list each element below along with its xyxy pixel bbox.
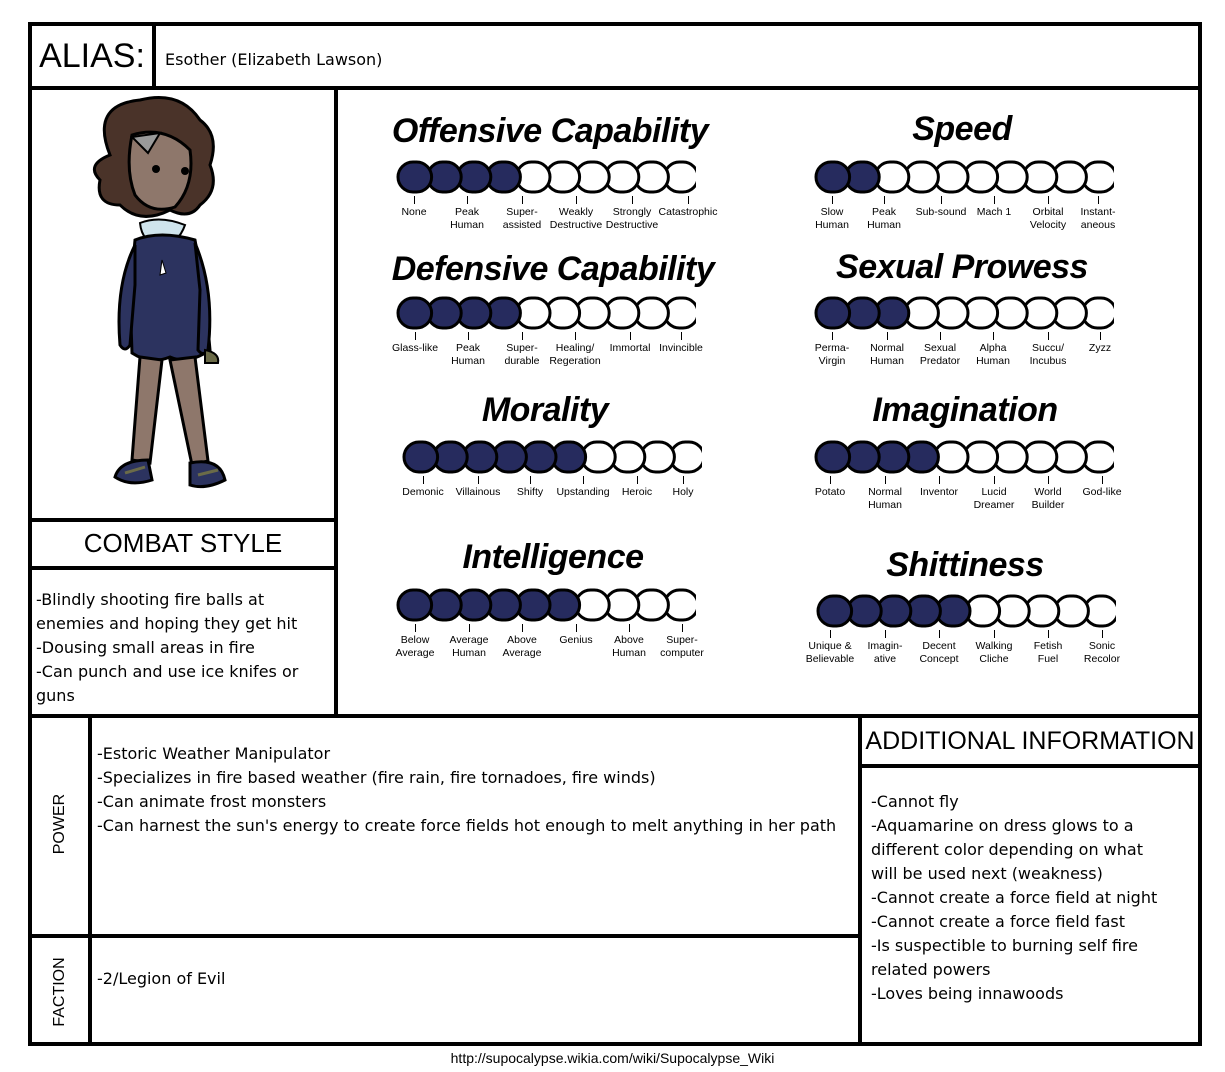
imagination-tick-label: Lucid Dreamer bbox=[973, 486, 1015, 511]
imagination-tick-label: Normal Human bbox=[868, 486, 902, 511]
offensive-capability-tick bbox=[632, 196, 633, 204]
imagination-tick bbox=[830, 476, 831, 484]
morality-tick bbox=[530, 476, 531, 484]
speed-tick-label: Slow Human bbox=[815, 206, 849, 231]
morality-tick bbox=[423, 476, 424, 484]
speed-tick bbox=[941, 196, 942, 204]
shittiness-segment bbox=[818, 596, 852, 626]
speed-tick bbox=[994, 196, 995, 204]
defensive-capability-tick bbox=[522, 332, 523, 340]
sexual-prowess-tick-label: Normal Human bbox=[870, 342, 904, 367]
speed-title: Speed bbox=[912, 110, 1012, 148]
offensive-capability-tick bbox=[576, 196, 577, 204]
speed-tick bbox=[1048, 196, 1049, 204]
defensive-capability-meter bbox=[396, 296, 696, 330]
morality-tick-label: Villainous bbox=[455, 486, 501, 498]
offensive-capability-meter bbox=[396, 160, 696, 194]
defensive-capability-tick-label: Immortal bbox=[609, 342, 651, 354]
intelligence-tick-label: Super- computer bbox=[660, 634, 704, 659]
defensive-capability-tick bbox=[468, 332, 469, 340]
sexual-prowess-title: Sexual Prowess bbox=[836, 248, 1088, 286]
sexual-prowess-tick bbox=[1048, 332, 1049, 340]
imagination-tick bbox=[939, 476, 940, 484]
power-label: POWER bbox=[51, 793, 68, 855]
offensive-capability-segment bbox=[398, 162, 432, 192]
faction-text: -2/Legion of Evil bbox=[97, 969, 226, 988]
shittiness-tick-label: Imagin- ative bbox=[867, 640, 903, 665]
faction-label: FACTION bbox=[51, 957, 68, 1027]
shittiness-tick bbox=[1048, 630, 1049, 638]
imagination-tick-label: Potato bbox=[814, 486, 846, 498]
defensive-capability-tick bbox=[575, 332, 576, 340]
shittiness-tick-label: Unique & Believable bbox=[805, 640, 855, 665]
imagination-tick bbox=[1102, 476, 1103, 484]
footer-url: http://supocalypse.wikia.com/wiki/Supocalypse_Wiki bbox=[450, 1050, 775, 1066]
alias-label: ALIAS: bbox=[39, 37, 145, 75]
morality-tick-label: Holy bbox=[672, 486, 694, 498]
offensive-capability-tick-label: Weakly Destructive bbox=[549, 206, 603, 231]
defensive-capability-tick bbox=[415, 332, 416, 340]
offensive-capability-tick-label: None bbox=[401, 206, 427, 218]
portrait-divider bbox=[334, 86, 338, 718]
combat-title-divider bbox=[28, 566, 338, 570]
imagination-tick-label: God-like bbox=[1082, 486, 1122, 498]
defensive-capability-tick-label: Healing/ Regeration bbox=[549, 342, 601, 367]
shittiness-tick bbox=[1102, 630, 1103, 638]
intelligence-meter bbox=[396, 588, 696, 622]
intelligence-tick bbox=[415, 624, 416, 632]
shittiness-meter bbox=[816, 594, 1116, 628]
intelligence-tick-label: Above Human bbox=[612, 634, 646, 659]
intelligence-tick bbox=[522, 624, 523, 632]
shittiness-tick-label: Sonic Recolor bbox=[1083, 640, 1121, 665]
imagination-meter bbox=[814, 440, 1114, 474]
shittiness-tick-label: Fetish Fuel bbox=[1033, 640, 1063, 665]
morality-segment bbox=[404, 442, 438, 472]
speed-meter bbox=[814, 160, 1114, 194]
morality-tick-label: Upstanding bbox=[556, 486, 610, 498]
intelligence-tick bbox=[682, 624, 683, 632]
additional-info-title: ADDITIONAL INFORMATION bbox=[865, 727, 1195, 755]
morality-tick-label: Heroic bbox=[621, 486, 653, 498]
morality-tick bbox=[637, 476, 638, 484]
intelligence-tick bbox=[469, 624, 470, 632]
defensive-capability-tick-label: Glass-like bbox=[391, 342, 439, 354]
shittiness-tick bbox=[830, 630, 831, 638]
morality-tick-label: Demonic bbox=[402, 486, 444, 498]
speed-tick bbox=[1098, 196, 1099, 204]
intelligence-segment bbox=[398, 590, 432, 620]
sexual-prowess-tick bbox=[940, 332, 941, 340]
imagination-segment bbox=[816, 442, 850, 472]
intelligence-tick-label: Below Average bbox=[395, 634, 435, 659]
morality-tick bbox=[478, 476, 479, 484]
sexual-prowess-tick-label: Succu/ Incubus bbox=[1029, 342, 1067, 367]
defensive-capability-tick bbox=[630, 332, 631, 340]
offensive-capability-tick bbox=[688, 196, 689, 204]
shittiness-tick bbox=[939, 630, 940, 638]
shittiness-tick-label: Walking Cliche bbox=[975, 640, 1013, 665]
combat-top-divider bbox=[28, 518, 338, 522]
offensive-capability-tick-label: Strongly Destructive bbox=[605, 206, 659, 231]
defensive-capability-tick-label: Peak Human bbox=[451, 342, 485, 367]
sexual-prowess-tick-label: Alpha Human bbox=[976, 342, 1010, 367]
imagination-tick bbox=[1048, 476, 1049, 484]
sexual-prowess-tick bbox=[887, 332, 888, 340]
offensive-capability-title: Offensive Capability bbox=[391, 112, 709, 150]
sexual-prowess-segment bbox=[816, 298, 850, 328]
sexual-prowess-tick bbox=[832, 332, 833, 340]
speed-tick-label: Mach 1 bbox=[976, 206, 1012, 218]
offensive-capability-tick bbox=[414, 196, 415, 204]
power-text: -Estoric Weather Manipulator -Specializes in fire based weather (fire rain, fire tornadoes, fire winds) -Can animate frost monsters -Can harnest the sun's energy to create force fields hot enough to melt anything in her path bbox=[97, 744, 837, 835]
sexual-prowess-tick-label: Sexual Predator bbox=[919, 342, 961, 367]
intelligence-tick-label: Average Human bbox=[449, 634, 489, 659]
intelligence-tick bbox=[576, 624, 577, 632]
offensive-capability-tick bbox=[522, 196, 523, 204]
defensive-capability-tick-label: Invincible bbox=[659, 342, 703, 354]
additional-info-text: -Cannot fly -Aquamarine on dress glows to a different color depending on what will be used next (weakness) -Cannot create a force field at night -Cannot create a force field fast -Is suspectible to burning self fire related powers -Loves being innawoods bbox=[871, 792, 1158, 1003]
speed-tick-label: Peak Human bbox=[867, 206, 901, 231]
imagination-tick bbox=[885, 476, 886, 484]
morality-tick bbox=[683, 476, 684, 484]
speed-tick bbox=[832, 196, 833, 204]
shittiness-tick bbox=[885, 630, 886, 638]
offensive-capability-tick-label: Super- assisted bbox=[502, 206, 542, 231]
morality-tick-label: Shifty bbox=[516, 486, 544, 498]
offensive-capability-tick-label: Peak Human bbox=[450, 206, 484, 231]
sexual-prowess-tick bbox=[993, 332, 994, 340]
speed-tick bbox=[884, 196, 885, 204]
intelligence-tick-label: Genius bbox=[559, 634, 593, 646]
imagination-tick bbox=[994, 476, 995, 484]
shittiness-tick bbox=[994, 630, 995, 638]
defensive-capability-title: Defensive Capability bbox=[391, 250, 715, 288]
speed-tick-label: Instant- aneous bbox=[1080, 206, 1116, 231]
power-label-divider bbox=[88, 714, 92, 1046]
sexual-prowess-tick-label: Perma- Virgin bbox=[814, 342, 850, 367]
shittiness-tick-label: Decent Concept bbox=[919, 640, 959, 665]
sexual-prowess-tick bbox=[1100, 332, 1101, 340]
combat-style-title: COMBAT STYLE bbox=[83, 528, 283, 558]
speed-segment bbox=[816, 162, 850, 192]
offensive-capability-tick-label: Catastrophic bbox=[658, 206, 718, 218]
intelligence-title: Intelligence bbox=[462, 538, 644, 576]
morality-title: Morality bbox=[481, 391, 609, 429]
defensive-capability-segment bbox=[398, 298, 432, 328]
morality-meter bbox=[402, 440, 702, 474]
offensive-capability-tick bbox=[467, 196, 468, 204]
speed-tick-label: Orbital Velocity bbox=[1029, 206, 1067, 231]
imagination-tick-label: Inventor bbox=[920, 486, 958, 498]
morality-tick bbox=[583, 476, 584, 484]
sexual-prowess-tick-label: Zyzz bbox=[1088, 342, 1112, 354]
intelligence-tick bbox=[629, 624, 630, 632]
character-portrait bbox=[70, 95, 260, 500]
alias-value: Esother (Elizabeth Lawson) bbox=[165, 50, 383, 69]
combat-style-text: -Blindly shooting fire balls at enemies and hoping they get hit -Dousing small areas in fire -Can punch and use ice knifes or guns bbox=[36, 590, 299, 705]
sexual-prowess-meter bbox=[814, 296, 1114, 330]
additional-title-divider bbox=[858, 764, 1202, 768]
shittiness-title: Shittiness bbox=[886, 546, 1044, 584]
defensive-capability-tick bbox=[681, 332, 682, 340]
imagination-tick-label: World Builder bbox=[1031, 486, 1065, 511]
intelligence-tick-label: Above Average bbox=[502, 634, 542, 659]
defensive-capability-tick-label: Super- durable bbox=[504, 342, 540, 367]
speed-tick-label: Sub-sound bbox=[915, 206, 967, 218]
imagination-title: Imagination bbox=[872, 391, 1058, 429]
